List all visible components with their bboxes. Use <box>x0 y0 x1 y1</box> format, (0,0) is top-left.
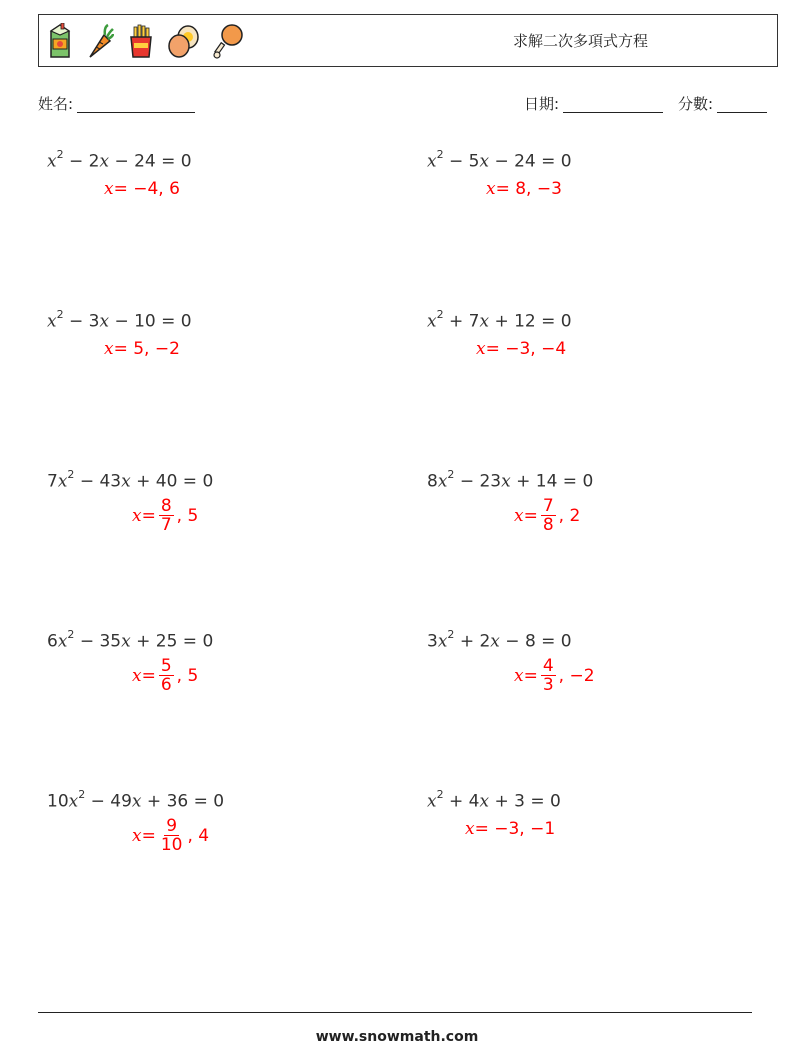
problem-equation: $6x^2 - 35x + 25 = 0$ <box>47 628 214 652</box>
date-field <box>524 93 663 115</box>
score-label: 分數: <box>678 95 714 113</box>
name-field <box>38 93 195 115</box>
problem-equation: $x^2 - 5x - 24 = 0$ <box>427 148 572 172</box>
answer-fraction: $\frac{5}{6}$ <box>160 656 172 695</box>
answer-key: x = $\frac{7}{8}$ , 2 <box>514 496 581 535</box>
answer-key: x = 8, −3 <box>486 179 562 199</box>
date-blank-line[interactable] <box>563 96 663 113</box>
juice-carton-icon <box>47 23 73 59</box>
name-blank-line[interactable] <box>77 96 195 113</box>
problem-equation: $x^2 + 7x + 12 = 0$ <box>427 308 572 332</box>
eggs-icon <box>168 23 200 59</box>
date-label: 日期: <box>524 95 560 113</box>
worksheet-title: 求解二次多項式方程 <box>513 32 649 50</box>
answer-key: x = $\frac{9}{10}$ , 4 <box>132 816 210 855</box>
problem-equation: $x^2 - 3x - 10 = 0$ <box>47 308 192 332</box>
problem-equation: $7x^2 - 43x + 40 = 0$ <box>47 468 214 492</box>
answer-key: x = 5, −2 <box>104 339 180 359</box>
carrot-icon <box>86 23 114 59</box>
answer-fraction: $\frac{4}{3}$ <box>542 656 554 695</box>
worksheet-header <box>38 14 778 67</box>
answer-key: x = −3, −4 <box>476 339 567 359</box>
chicken-leg-icon <box>213 23 243 59</box>
answer-key: x = −4, 6 <box>104 179 180 199</box>
problem-equation: $x^2 + 4x + 3 = 0$ <box>427 788 561 812</box>
answer-key: x = $\frac{8}{7}$ , 5 <box>132 496 199 535</box>
answer-key: x = $\frac{4}{3}$ , −2 <box>514 656 595 695</box>
name-label: 姓名: <box>38 95 74 113</box>
problem-equation: $10x^2 - 49x + 36 = 0$ <box>47 788 225 812</box>
answer-fraction: $\frac{9}{10}$ <box>160 816 183 855</box>
icon-row <box>47 21 243 61</box>
score-field <box>678 93 767 115</box>
answer-key: x = $\frac{5}{6}$ , 5 <box>132 656 199 695</box>
french-fries-icon <box>127 23 155 59</box>
answer-key: x = −3, −1 <box>465 819 556 839</box>
answer-fraction: $\frac{7}{8}$ <box>542 496 554 535</box>
footer-divider <box>38 1012 752 1013</box>
problem-equation: $8x^2 - 23x + 14 = 0$ <box>427 468 594 492</box>
score-blank-line[interactable] <box>717 96 767 113</box>
footer-url: www.snowmath.com <box>315 1029 479 1045</box>
problem-equation: $x^2 - 2x - 24 = 0$ <box>47 148 192 172</box>
answer-fraction: $\frac{8}{7}$ <box>160 496 172 535</box>
problem-equation: $3x^2 + 2x - 8 = 0$ <box>427 628 572 652</box>
